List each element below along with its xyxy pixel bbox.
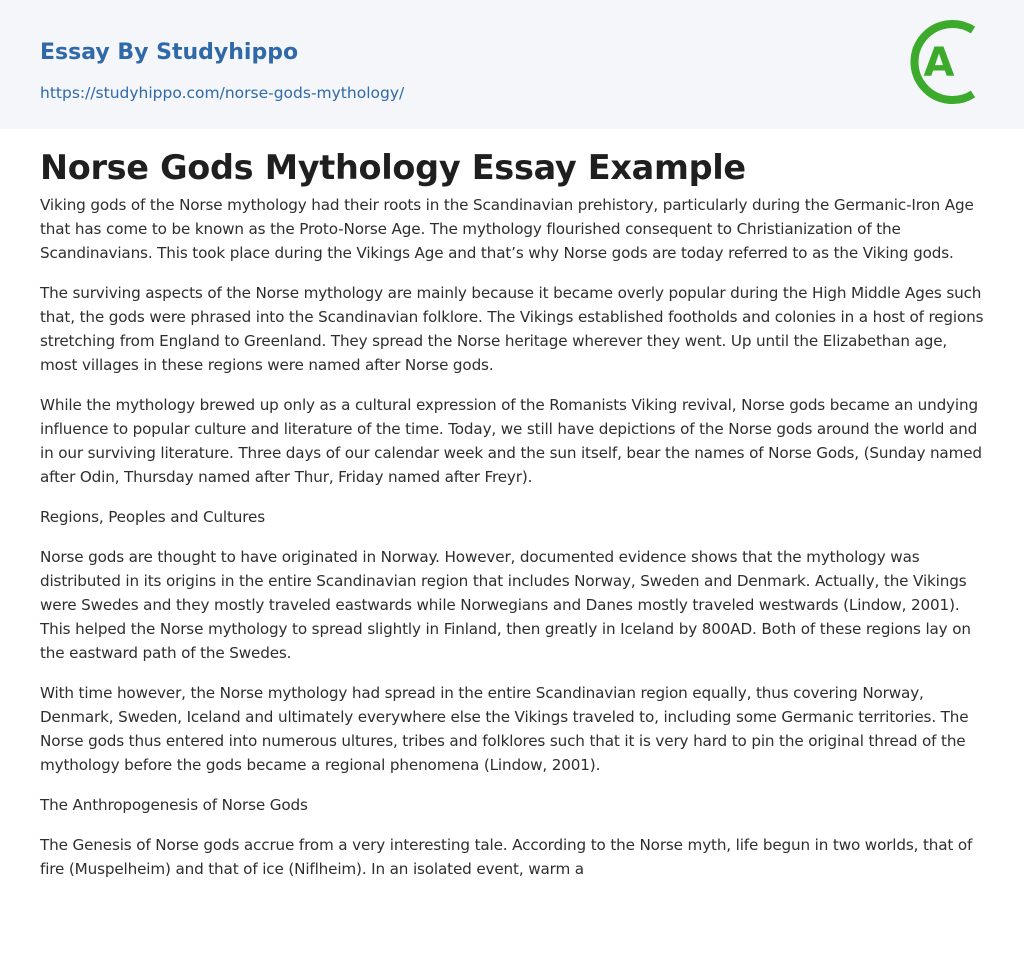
site-header (0, 0, 1024, 129)
site-title[interactable]: Essay By Studyhippo (40, 40, 299, 65)
paragraph-6: The Genesis of Norse gods accrue from a very interesting tale. According to the Norse myth, life begun in two worlds, that of fire (Muspelheim) and that of ice (Niflheim). In an isolated event, warm a (40, 836, 973, 878)
source-url-link[interactable]: https://studyhippo.com/norse-gods-mythology/ (40, 84, 405, 102)
paragraph-5: With time however, the Norse mythology had spread in the entire Scandinavian region equally, thus covering Norway, Denmark, Sweden, Iceland and ultimately everywhere else the Vikings traveled to, including some Germanic territories. The Norse gods thus entered into numerous ultures, tribes and folklores such that it is very hard to pin the original thread of the mythology before the gods became a regional phenomena (Lindow, 2001). (40, 684, 969, 774)
paragraph-3: While the mythology brewed up only as a cultural expression of the Romanists Viking revival, Norse gods became an undying influence to popular culture and literature of the time. Today, we still have depictions of the Norse gods around the world and in our surviving literature. Three days of our calendar week and the sun itself, bear the names of Norse Gods, (Sunday named after Odin, Thursday named after Thur, Friday named after Freyr). (40, 396, 982, 486)
section-heading-anthropogenesis: The Anthropogenesis of Norse Gods (40, 796, 308, 814)
paragraph-1: Viking gods of the Norse mythology had their roots in the Scandinavian prehistory, particularly during the Germanic-Iron Age that has come to be known as the Proto-Norse Age. The mythology flourished consequent to Christianization of the Scandinavians. This took place during the Vikings Age and that’s why Norse gods are today referred to as the Viking gods. (40, 196, 974, 262)
logo-letter: A (923, 40, 955, 86)
article-title: Norse Gods Mythology Essay Example (40, 148, 746, 187)
paragraph-4: Norse gods are thought to have originated in Norway. However, documented evidence shows that the mythology was distributed in its origins in the entire Scandinavian region that includes Norway, Sweden and Denmark. Actually, the Vikings were Swedes and they mostly traveled eastwards while Norwegians and Danes mostly traveled westwards (Lindow, 2001). This helped the Norse mythology to spread slightly in Finland, then greatly in Iceland by 800AD. Both of these regions lay on the eastward path of the Swedes. (40, 548, 971, 662)
article (0, 129, 1024, 881)
paragraph-2: The surviving aspects of the Norse mythology are mainly because it became overly popular during the High Middle Ages such that, the gods were phrased into the Scandinavian folklore. The Vikings established footholds and colonies in a host of regions stretching from England to Greenland. They spread the Norse heritage wherever they went. Up until the Elizabethan age, most villages in these regions were named after Norse gods. (40, 284, 984, 374)
section-heading-regions: Regions, Peoples and Cultures (40, 508, 266, 526)
studyhippo-logo-icon[interactable] (906, 17, 990, 107)
